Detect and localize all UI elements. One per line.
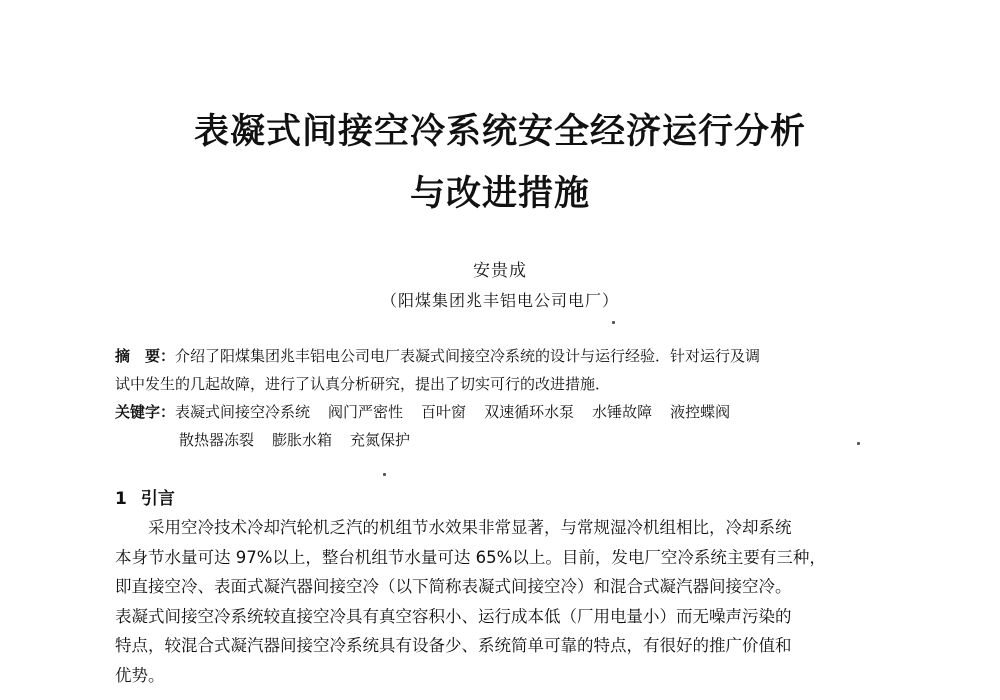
body-line: 即直接空冷、表面式凝汽器间接空冷（以下简称表凝式间接空冷）和混合式凝汽器间接空冷。 [115,577,792,596]
keyword: 百叶窗 [421,403,467,421]
author-name: 安贵成 [473,261,527,281]
abstract-label: 摘 要： [115,347,176,365]
keyword: 膨胀水箱 [272,431,333,449]
keyword: 双速循环水泵 [484,403,575,421]
keyword: 液控蝶阀 [670,403,731,421]
keyword: 充氮保护 [350,431,411,449]
abstract [115,342,895,398]
paper-title-line-1: 表凝式间接空冷系统安全经济运行分析 [193,112,806,152]
body-line: 本身节水量可达 97%以上，整台机组节水量可达 65%以上。目前，发电厂空冷系统主要有三种， [115,547,826,567]
scan-speck [612,321,615,324]
abstract-line-2: 试中发生的几起故障，进行了认真分析研究，提出了切实可行的改进措施． [115,375,611,393]
scan-speck [857,442,860,445]
scan-speck [383,473,386,476]
author-affiliation: （阳煤集团兆丰铝电公司电厂） [380,291,619,310]
abstract-line-1 [115,342,895,370]
body-line: 采用空冷技术冷却汽轮机乏汽的机组节水效果非常显著，与常规湿冷机组相比，冷却系统 [148,518,792,537]
paper-title-line-2: 与改进措施 [409,174,590,214]
body-paragraph [115,513,890,690]
section-heading [115,484,175,509]
keyword: 表凝式间接空冷系统 [175,403,311,421]
keywords-label: 关键字： [115,403,176,421]
keywords-row-2 [115,426,895,454]
body-line: 特点，较混合式凝汽器间接空冷系统具有设备少、系统简单可靠的特点，有很好的推广价值和 [115,636,792,655]
body-line: 优势。 [115,665,165,685]
keyword: 散热器冻裂 [179,431,255,449]
keywords [115,398,895,454]
body-line: 表凝式间接空冷系统较直接空冷具有真空容积小、运行成本低（厂用电量小）而无噪声污染的 [115,606,792,626]
keyword: 水锤故障 [592,403,653,421]
section-title: 引言 [140,489,175,509]
section-number: 1 [115,489,127,509]
keywords-row-1 [115,398,895,426]
abstract-text-1: 介绍了阳煤集团兆丰铝电公司电厂表凝式间接空冷系统的设计与运行经验．针对运行及调 [175,347,761,365]
keyword: 阀门严密性 [328,403,404,421]
